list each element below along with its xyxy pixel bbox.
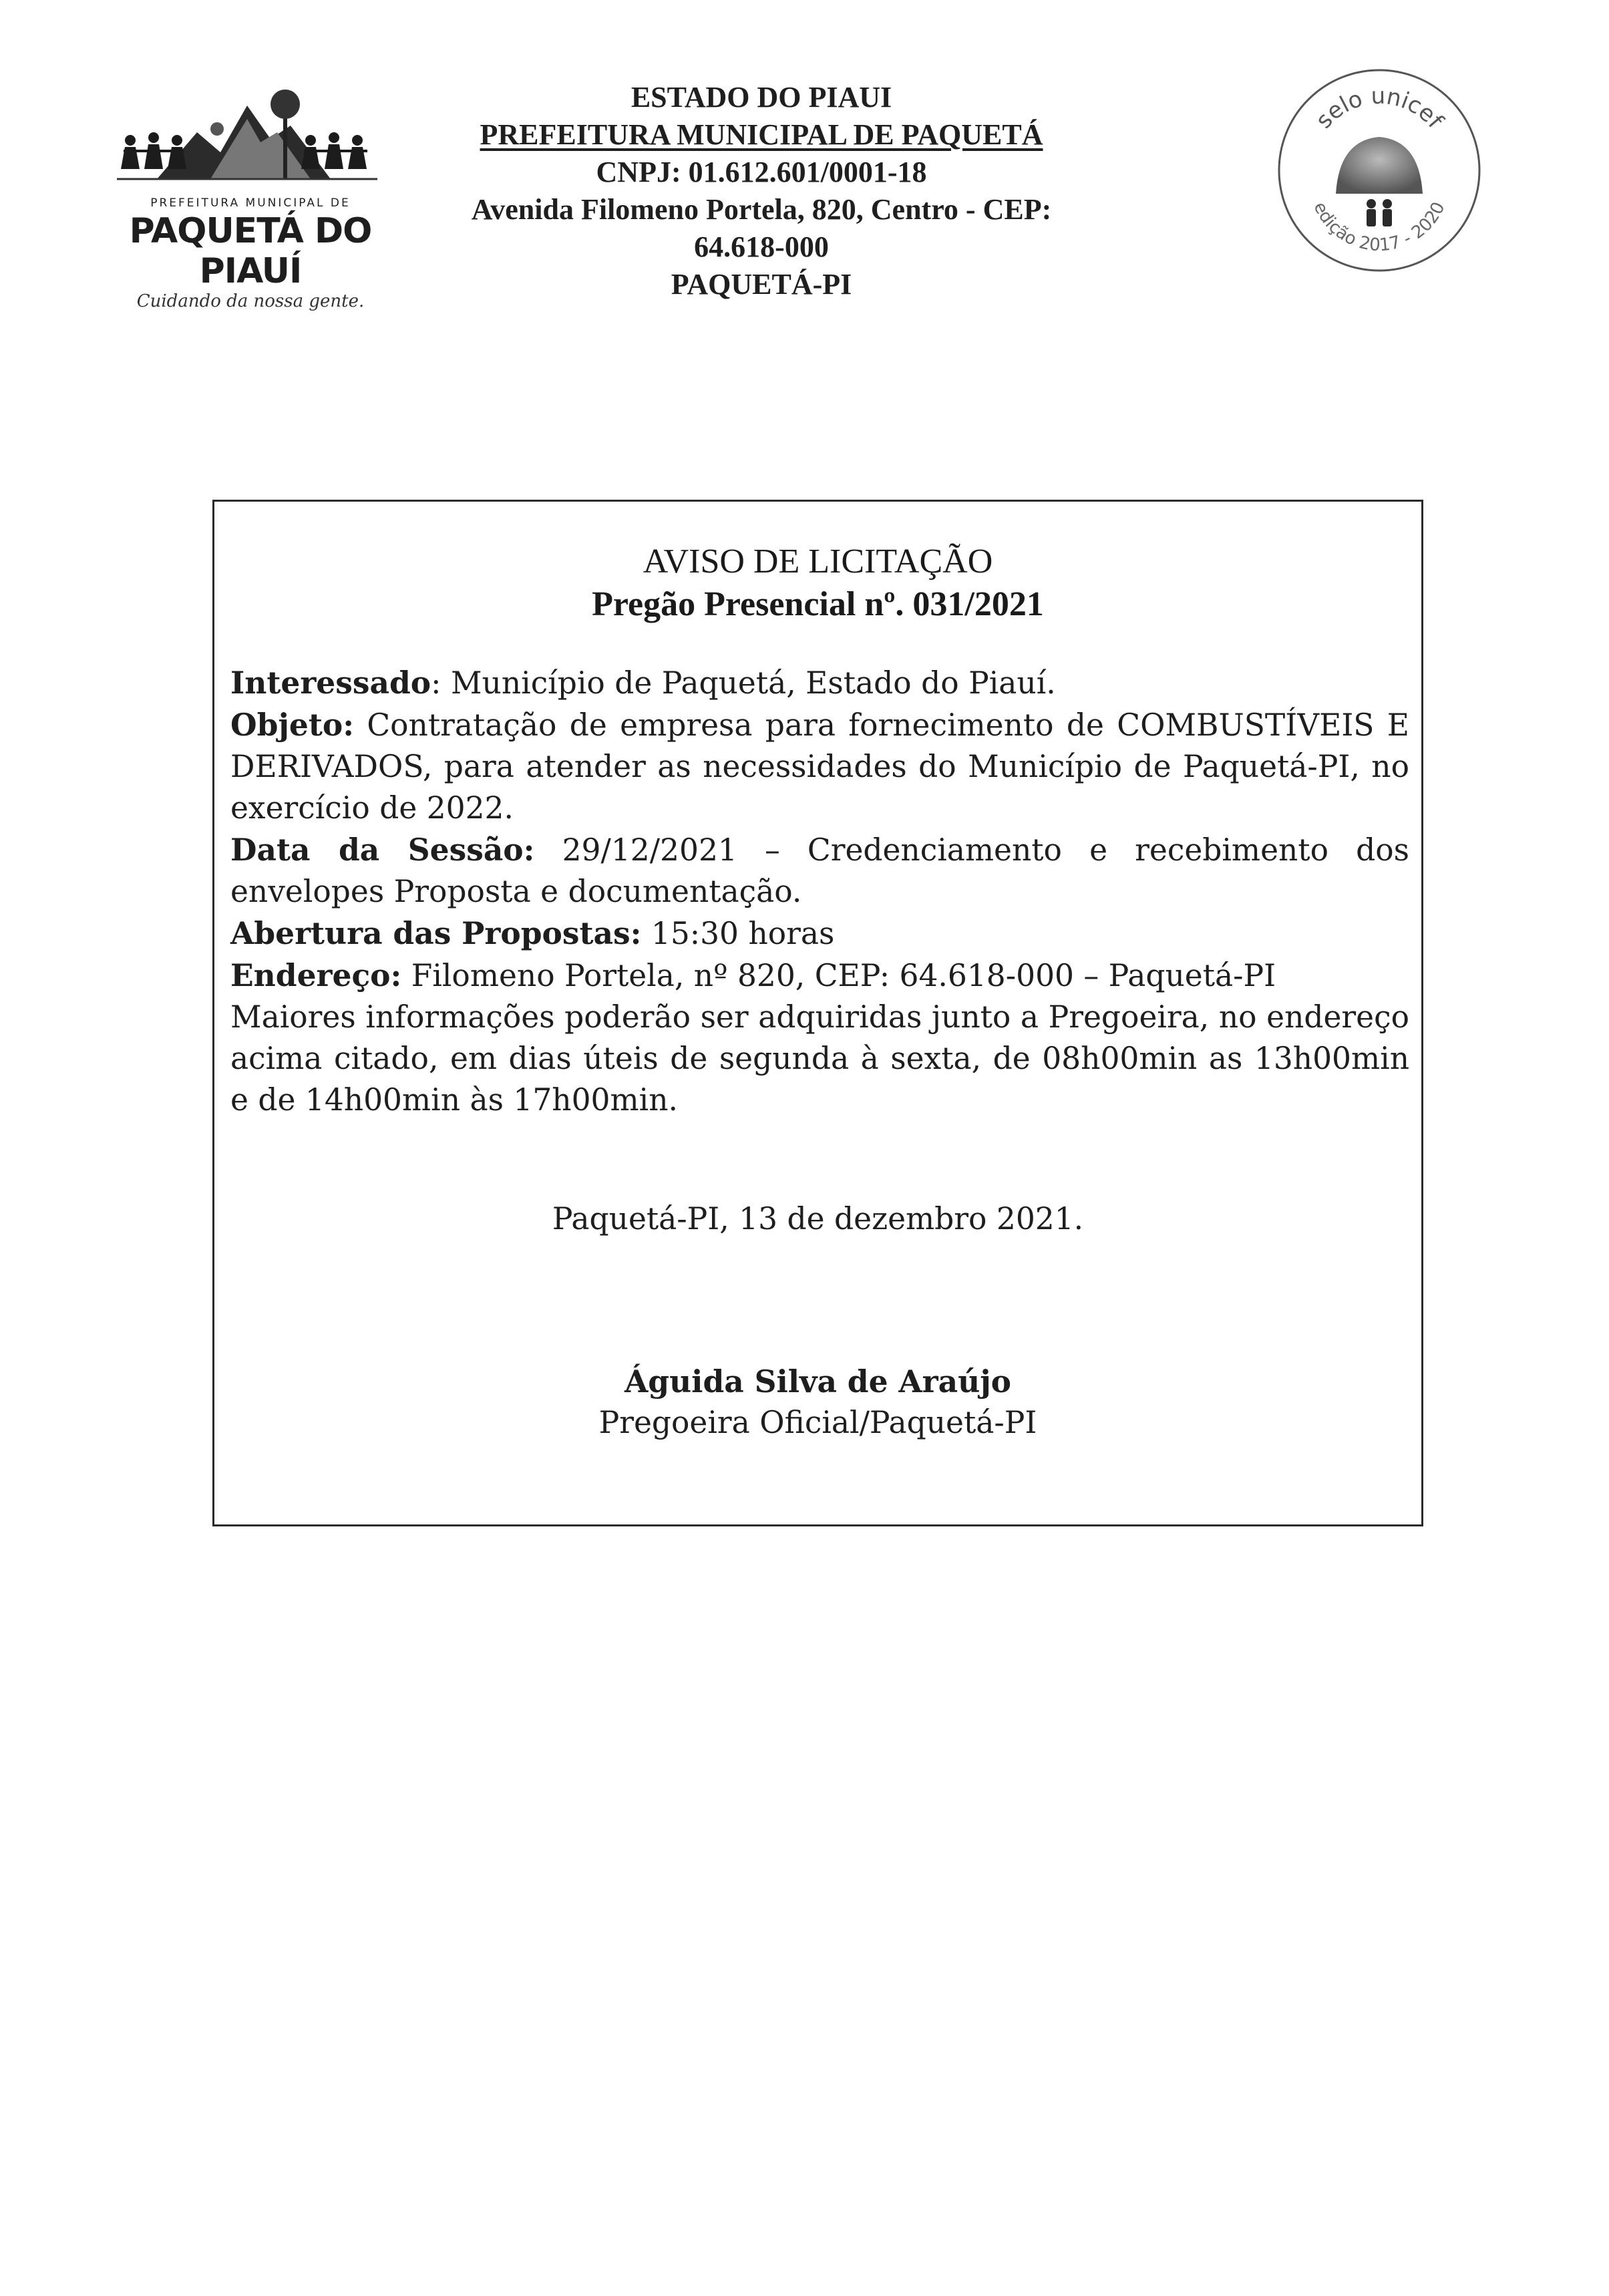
letterhead-city: PAQUETÁ-PI xyxy=(671,268,852,301)
letterhead xyxy=(427,79,1095,303)
info-paragraph: Maiores informações poderão ser adquiridas junto a Pregoeira, no endereço acima citado, em dias úteis de segunda à sexta, de 08h00min as 13h00min e de 14h00min às 17h00min. xyxy=(230,999,1409,1118)
interessado-label: Interessado xyxy=(230,665,431,701)
interessado-sep: : xyxy=(431,665,441,701)
abertura-value: 15:30 horas xyxy=(641,916,835,951)
data-sessao-line xyxy=(230,829,1409,913)
notice-body xyxy=(230,662,1409,1121)
seal-top-text: selo unicef xyxy=(1310,82,1449,134)
signer-role: Pregoeira Oficial/Paquetá-PI xyxy=(598,1405,1037,1440)
endereco-line xyxy=(230,955,1409,997)
date-place: Paquetá-PI, 13 de dezembro 2021. xyxy=(552,1201,1084,1237)
objeto-value: Contratação de empresa para fornecimento de COMBUSTÍVEIS E DERIVADOS, para atender as necessidades do Município de Paquetá-PI, no exercício de 2022. xyxy=(230,707,1409,826)
logo-small-text: PREFEITURA MUNICIPAL DE xyxy=(150,196,351,210)
abertura-line xyxy=(230,913,1409,955)
svg-text:edição 2017 - 2020 xyxy=(1309,199,1449,255)
seal-bottom-text: edição 2017 - 2020 xyxy=(1309,198,1449,256)
objeto-label: Objeto: xyxy=(230,707,355,743)
municipality-logo xyxy=(100,79,401,311)
data-sessao-label: Data da Sessão: xyxy=(230,832,535,868)
svg-text:selo unicef xyxy=(1310,83,1449,134)
letterhead-cnpj: CNPJ: 01.612.601/0001-18 xyxy=(596,156,927,188)
letterhead-state: ESTADO DO PIAUI xyxy=(631,81,892,114)
logo-mountains-people-icon xyxy=(110,79,391,192)
logo-brand: PAQUETÁ DO PIAUÍ xyxy=(129,211,372,291)
data-sessao-value: 29/12/2021 – Credenciamento e recebimento dos envelopes Proposta e documentação. xyxy=(230,832,1409,909)
notice-subtitle: Pregão Presencial nº. 031/2021 xyxy=(592,585,1044,623)
logo-tagline: Cuidando da nossa gente. xyxy=(136,291,365,311)
interessado-line xyxy=(230,662,1409,704)
notice-box xyxy=(212,500,1423,1526)
notice-title: AVISO DE LICITAÇÃO xyxy=(643,542,993,581)
letterhead-address: Avenida Filomeno Portela, 820, Centro - CEP: 64.618-000 xyxy=(471,193,1052,263)
abertura-label: Abertura das Propostas: xyxy=(230,915,642,951)
unicef-seal xyxy=(1272,63,1486,277)
letterhead-prefeitura: PREFEITURA MUNICIPAL DE PAQUETÁ xyxy=(480,118,1043,151)
objeto-line xyxy=(230,704,1409,829)
signer-name: Águida Silva de Araújo xyxy=(624,1363,1012,1400)
endereco-value: Filomeno Portela, nº 820, CEP: 64.618-000 – Paquetá-PI xyxy=(401,958,1276,993)
interessado-value: Município de Paquetá, Estado do Piauí. xyxy=(441,665,1056,701)
endereco-label: Endereço: xyxy=(230,957,402,993)
unicef-seal-icon xyxy=(1272,63,1486,277)
